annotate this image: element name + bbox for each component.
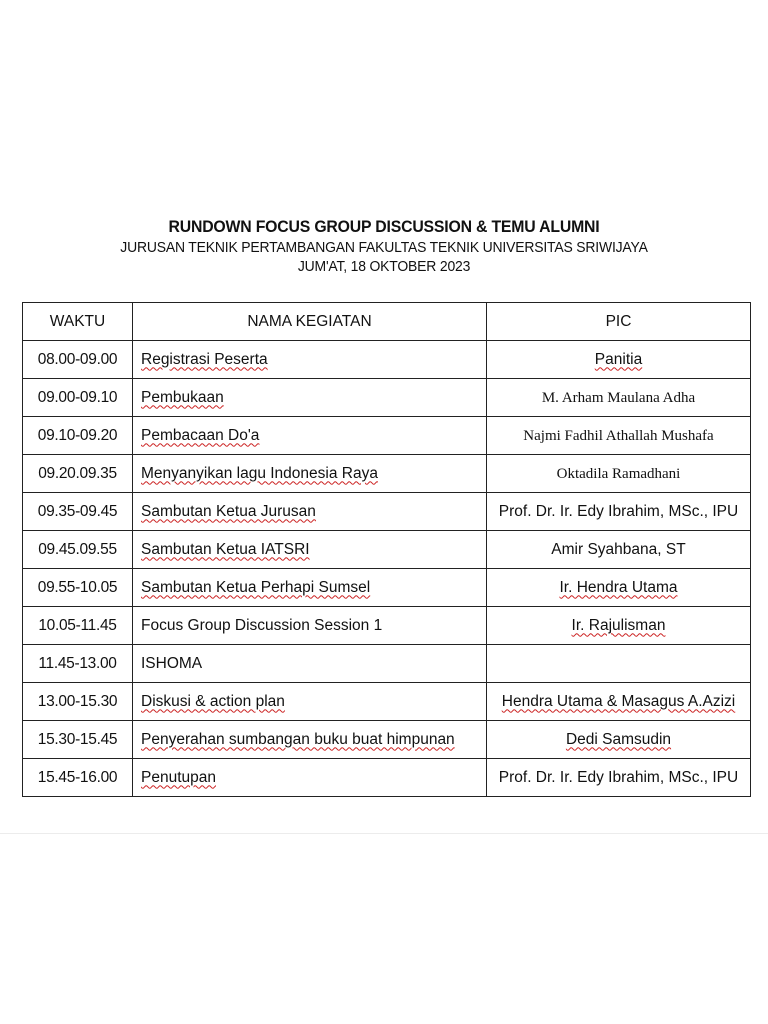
- table-header-row: [23, 303, 751, 341]
- pic-cell: Panitia: [594, 350, 643, 368]
- table-row: [23, 721, 751, 759]
- page-divider: [0, 833, 768, 834]
- table-row: [23, 417, 751, 455]
- time-cell: 08.00-09.00: [23, 341, 133, 379]
- time-cell: 13.00-15.30: [23, 683, 133, 721]
- pic-cell: Najmi Fadhil Athallah Mushafa: [523, 427, 714, 444]
- table-row: [23, 493, 751, 531]
- activity-cell: Sambutan Ketua Perhapi Sumsel: [141, 578, 371, 596]
- pic-cell: Hendra Utama & Masagus A.Azizi: [501, 692, 736, 710]
- time-cell: 09.45.09.55: [23, 531, 133, 569]
- column-header-nama-kegiatan: NAMA KEGIATAN: [133, 303, 487, 341]
- activity-cell: Penutupan: [141, 768, 216, 786]
- activity-cell: Sambutan Ketua IATSRI: [141, 540, 310, 558]
- document-subtitle: JURUSAN TEKNIK PERTAMBANGAN FAKULTAS TEKNIK UNIVERSITAS SRIWIJAYA: [120, 239, 648, 256]
- document-header: [0, 216, 768, 276]
- time-cell: 15.45-16.00: [23, 759, 133, 797]
- pic-cell: Prof. Dr. Ir. Edy Ibrahim, MSc., IPU: [498, 502, 739, 520]
- time-cell: 09.10-09.20: [23, 417, 133, 455]
- activity-cell: ISHOMA: [141, 654, 203, 672]
- pic-cell: Ir. Rajulisman: [571, 616, 666, 634]
- pic-cell: M. Arham Maulana Adha: [541, 389, 696, 406]
- time-cell: 09.55-10.05: [23, 569, 133, 607]
- time-cell: 10.05-11.45: [23, 607, 133, 645]
- pic-cell: Amir Syahbana, ST: [551, 540, 686, 558]
- activity-cell: Sambutan Ketua Jurusan: [141, 502, 316, 520]
- activity-cell: Pembukaan: [141, 388, 224, 406]
- table-row: [23, 379, 751, 417]
- pic-cell: Dedi Samsudin: [565, 730, 672, 748]
- time-cell: 09.20.09.35: [23, 455, 133, 493]
- time-cell: 09.35-09.45: [23, 493, 133, 531]
- table-row: [23, 455, 751, 493]
- column-header-pic: PIC: [487, 303, 751, 341]
- activity-cell: Menyanyikan lagu Indonesia Raya: [141, 464, 378, 482]
- rundown-table: [22, 302, 751, 797]
- time-cell: 09.00-09.10: [23, 379, 133, 417]
- pic-cell: Prof. Dr. Ir. Edy Ibrahim, MSc., IPU: [498, 768, 739, 786]
- activity-cell: Diskusi & action plan: [141, 692, 285, 710]
- table-row: [23, 531, 751, 569]
- activity-cell: Focus Group Discussion Session 1: [141, 616, 383, 634]
- activity-cell: Pembacaan Do'a: [141, 426, 260, 444]
- table-row: [23, 759, 751, 797]
- pic-cell: Oktadila Ramadhani: [556, 465, 681, 482]
- activity-cell: Registrasi Peserta: [141, 350, 268, 368]
- document-title: RUNDOWN FOCUS GROUP DISCUSSION & TEMU ALUMNI: [168, 217, 600, 236]
- table-row: [23, 607, 751, 645]
- pic-cell: Ir. Hendra Utama: [559, 578, 678, 596]
- table-row: [23, 569, 751, 607]
- activity-cell: Penyerahan sumbangan buku buat himpunan: [141, 730, 455, 748]
- table-row: [23, 341, 751, 379]
- time-cell: 11.45-13.00: [23, 645, 133, 683]
- column-header-waktu: WAKTU: [23, 303, 133, 341]
- table-row: [23, 645, 751, 683]
- time-cell: 15.30-15.45: [23, 721, 133, 759]
- document-date: JUM'AT, 18 OKTOBER 2023: [297, 258, 471, 275]
- table-row: [23, 683, 751, 721]
